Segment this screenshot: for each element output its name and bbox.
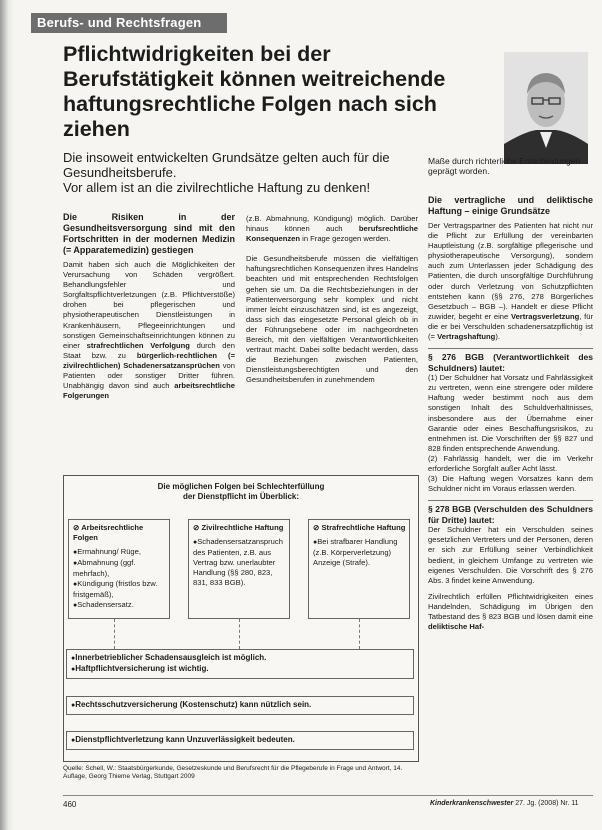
column-3 bbox=[428, 195, 593, 787]
column-1-bold-3: arbeitsrechtliche Folgerungen bbox=[63, 381, 235, 401]
category-criminal-liability-list bbox=[313, 537, 406, 568]
category-civil-liability-list bbox=[193, 537, 286, 588]
category-employment-law-title bbox=[73, 523, 166, 543]
circle-arrow-icon: ⊘ bbox=[73, 523, 82, 532]
consequence-note-2 bbox=[66, 696, 414, 715]
column-1-heading: Die Risiken in der Gesundheitsversorgung sind mit den Fortschritten in der modernen Medizin (= Apparatemedizin) gestiegen bbox=[63, 212, 235, 255]
subtitle-line-2: Vor allem ist an die zivilrechtliche Haftung zu denken! bbox=[63, 180, 371, 195]
column-3-text-2: , für die er bei Verschulden schadenersatzpflichtig ist (= bbox=[428, 311, 593, 342]
circle-arrow-icon: ⊘ bbox=[193, 523, 202, 532]
section-header bbox=[31, 13, 227, 33]
column-2-bold: berufsrechtliche Konsequenzen bbox=[246, 224, 418, 244]
article-title: Pflichtwidrigkeiten bei der Berufstätigkeit können weitreichende haftungsrechtliche Folgen nach sich ziehen bbox=[63, 42, 446, 141]
column-1-body bbox=[63, 260, 235, 401]
category-criminal-liability-title bbox=[313, 523, 406, 533]
journal-issue: 27. Jg. (2008) Nr. 11 bbox=[515, 800, 579, 807]
column-3-para-last bbox=[428, 592, 593, 632]
section-label: Berufs- und Rechtsfragen bbox=[37, 15, 202, 30]
note-1-line-2: ● Haftpflichtversicherung ist wichtig. bbox=[71, 664, 409, 675]
bgb-276-para-1: (1) Der Schuldner hat Vorsatz und Fahrlässigkeit zu vertreten, wenn eine strengere oder mildere Haftung weder bestimmt noch aus dem sonstigen Inhalt des Schuldverhältnisses, insbesondere aus der Übernahme einer Garantie oder eines Beschaffungsrisikos, zu entnehmen ist. Die Vorschriften der §§ 827 und 828 finden entsprechende Anwendung. bbox=[428, 373, 593, 453]
bgb-276-heading: § 276 BGB (Verantwortlichkeit des Schuldners) lautet: bbox=[428, 348, 593, 373]
page-spine bbox=[0, 0, 14, 830]
bgb-278-heading: § 278 BGB (Verschulden des Schuldners für Dritte) lautet: bbox=[428, 500, 593, 525]
overview-box-title bbox=[64, 482, 418, 502]
column-3-text-3: ). bbox=[495, 332, 500, 342]
list-item: ● Ermahnung/ Rüge, bbox=[73, 547, 166, 558]
column-3-para-1 bbox=[428, 221, 593, 342]
footer-divider bbox=[63, 795, 593, 796]
column-1-text-3: von Patienten oder sonstiger Dritter führen. Unabhängig davon sind auch bbox=[63, 360, 235, 391]
column-1 bbox=[63, 212, 235, 470]
bgb-276-para-2: (2) Fahrlässig handelt, wer die im Verkehr erforderliche Sorgfalt außer Acht lässt. bbox=[428, 453, 593, 473]
consequence-note-1 bbox=[66, 649, 414, 679]
column-3-heading: Die vertragliche und deliktische Haftung – einige Grundsätze bbox=[428, 195, 593, 216]
bgb-276-para-3: (3) Die Haftung wegen Vorsatzes kann dem Schuldner nicht im Voraus erlassen werden. bbox=[428, 474, 593, 494]
photo-caption-text: Maße durch richterliche Entscheidungen geprägt worden. bbox=[428, 156, 581, 176]
list-item: ● Kündigung (fristlos bzw. fristgemäß), bbox=[73, 579, 166, 600]
category-criminal-liability bbox=[308, 519, 410, 619]
article-subtitle bbox=[63, 150, 413, 195]
source-citation: Quelle: Schell, W.: Staatsbürgerkunde, Gesetzeskunde und Berufsrecht für die Pflegeberufe in Frage und Antwort, 14. Auflage, Georg Thieme Verlag, Stuttgart 2009 bbox=[63, 765, 403, 780]
author-photo bbox=[504, 52, 588, 164]
column-1-text-2: durch den Staat bzw. zu bbox=[63, 340, 235, 360]
column-3-bold-last: deliktische Haf- bbox=[428, 622, 485, 632]
overview-title-line-1: Die möglichen Folgen bei Schlechterfüllung bbox=[157, 482, 325, 491]
journal-reference bbox=[430, 800, 579, 807]
category-3-label: Strafrechtliche Haftung bbox=[321, 523, 406, 532]
column-1-text: Damit haben sich auch die Möglichkeiten der Verursachung von Schäden vergrößert. Behandlungsfehler und Sorgfaltspflichtverletzungen (z.B. Pflichtverstöße) drohen bei pflegerischen und physiotherapeutischen Dienstleistungen in Krankenhäusern, Pflegeeinrichtungen und sonstigen Gemeinschaftseinrichtungen können zu einer bbox=[63, 260, 235, 350]
list-item: ● Schadensersatz. bbox=[73, 600, 166, 611]
category-civil-liability bbox=[188, 519, 290, 619]
connector-line bbox=[114, 619, 115, 649]
connector-line bbox=[359, 619, 360, 649]
note-1-line-1: ● Innerbetrieblicher Schadensausgleich ist möglich. bbox=[71, 653, 409, 664]
author-portrait-image bbox=[504, 52, 588, 164]
note-2-text: ● Rechtsschutzversicherung (Kostenschutz) kann nützlich sein. bbox=[71, 700, 409, 711]
column-2-text-1: (z.B. Abmahnung, Kündigung) möglich. Darüber hinaus können auch bbox=[246, 214, 418, 234]
journal-name: Kinderkrankenschwester bbox=[430, 800, 514, 807]
overview-title-line-2: der Dienstpflicht im Überblick: bbox=[182, 492, 300, 501]
consequences-overview-box bbox=[63, 475, 419, 762]
category-employment-law-list bbox=[73, 547, 166, 611]
connector-line bbox=[239, 619, 240, 649]
column-1-bold-2: bürgerlich-rechtlichen (= zivilrechtlichen) Schadenersatzansprüchen bbox=[63, 350, 235, 370]
column-3-text-last: Zivilrechtlich erfüllen Pflichtwidrigkeiten eines Handelnden, Schädigung im Übrigen den Tatbestand des § 823 BGB und lösen damit eine bbox=[428, 591, 593, 621]
list-item: ● Bei strafbarer Handlung (z.B. Körperverletzung) Anzeige (Strafe). bbox=[313, 537, 406, 568]
category-civil-liability-title bbox=[193, 523, 286, 533]
circle-arrow-icon: ⊘ bbox=[313, 523, 322, 532]
list-item: ● Schadensersatzanspruch des Patienten, z.B. aus Vertrag bzw. unerlaubter Handlung (§§ 280, 823, 831, 833 BGB). bbox=[193, 537, 286, 588]
consequence-note-3 bbox=[66, 731, 414, 750]
column-3-text-1: Der Vertragspartner des Patienten hat nicht nur die Pflicht zur Erfüllung der vereinbarten Hauptleistung (z.B. sorgfältige pflegerische und physiotherapeutische Versorgung), sondern auch zum Unterlassen jeder Schädigung des Patienten, die durch unsorgfältige Durchführung oder durch Verletzung von Schutzpflichten entstehen kann (§§ 276, 278 Bürgerliches Gesetzbuch – BGB –). Handelt er diese Pflicht zuwider, begeht er eine bbox=[428, 221, 593, 321]
column-1-bold-1: strafrechtlichen Verfolgung bbox=[86, 340, 190, 350]
bgb-278-para: Der Schuldner hat ein Verschulden seines gesetzlichen Vertreters und der Personen, deren er sich zur Erfüllung seiner Verbindlichkeit bedient, in gleichem Umfange zu vertreten wie eigenes Verschulden. Die Vorschrift des § 276 Abs. 3 findet keine Anwendung. bbox=[428, 525, 593, 585]
column-2 bbox=[246, 214, 418, 470]
column-3-bold-1: Vertragsverletzung bbox=[510, 311, 580, 321]
note-3-text: ● Dienstpflichtverletzung kann Unzuverlässigkeit bedeuten. bbox=[71, 735, 409, 746]
list-item: ● Abmahnung (ggf. mehrfach), bbox=[73, 558, 166, 579]
subtitle-line-1: Die insoweit entwickelten Grundsätze gelten auch für die Gesundheitsberufe. bbox=[63, 150, 390, 180]
page-number: 460 bbox=[63, 800, 77, 809]
column-3-bold-2: Vertragshaftung bbox=[437, 332, 496, 342]
category-employment-law bbox=[68, 519, 170, 619]
category-2-label: Zivilrechtliche Haftung bbox=[201, 523, 284, 532]
category-1-label: Arbeitsrechtliche Folgen bbox=[73, 523, 144, 542]
column-2-para-2: Die Gesundheitsberufe müssen die vielfältigen haftungsrechtlichen Konsequenzen ihres Handelns beachten und mit entsprechenden Rechtsfolgen gehen sie um. Da die Rechtsbeziehungen in der Patientenversorgung sehr komplex und nicht immer leicht einzuschätzen sind, ist es angezeigt, dass sich das eingesetzte Personal gleich ob in der Führungsebene oder im nachgeordneten Bereich, mit den vielfältigen Verantwortlichkeiten vertraut macht. Dabei sollte bedacht werden, dass die Beziehungen zwischen Patienten, Dienstleistungsberechtigten und den Gesundheitsberufen in zunehmendem bbox=[246, 254, 418, 385]
column-2-text-2: in Frage gezogen werden. bbox=[302, 234, 391, 244]
column-2-para-1 bbox=[246, 214, 418, 244]
